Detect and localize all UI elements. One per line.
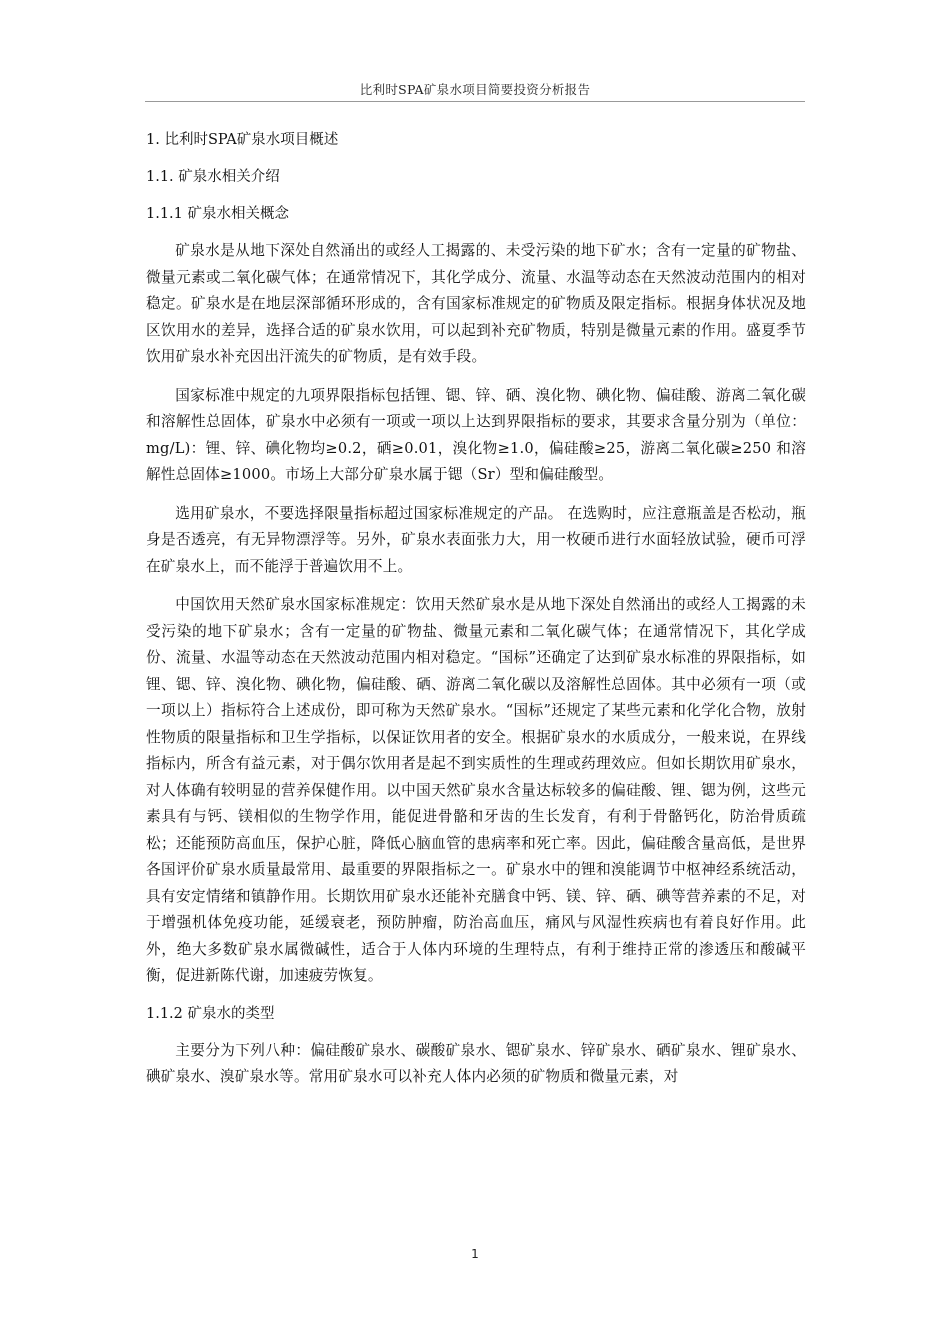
paragraph-selection: 选用矿泉水，不要选择限量指标超过国家标准规定的产品。 在选购时，应注意瓶盖是否松动，瓶身是否透亮，有无异物漂浮等。另外，矿泉水表面张力大，用一枚硬币进行水面轻放试验，硬币可浮在矿泉水上，而不能浮于普遍饮用不上。 (146, 504, 806, 575)
header-divider (145, 101, 805, 102)
page-number: 1 (471, 1247, 479, 1261)
document-body (146, 122, 806, 1103)
paragraph-standards: 国家标准中规定的九项界限指标包括锂、锶、锌、硒、溴化物、碘化物、偏硅酸、游离二氧化碳和溶解性总固体，矿泉水中必须有一项或一项以上达到界限指标的要求，其要求含量分别为（单位：mg/L)：锂、锌、碘化物均≥0.2，硒≥0.01，溴化物≥1.0，偏硅酸≥25，游离二氧化碳≥250 和溶解性总固体≥1000。市场上大部分矿泉水属于锶（Sr）型和偏硅酸型。 (146, 386, 806, 483)
paragraph-types: 主要分为下列八种：偏硅酸矿泉水、碳酸矿泉水、锶矿泉水、锌矿泉水、硒矿泉水、锂矿泉水、碘矿泉水、溴矿泉水等。常用矿泉水可以补充人体内必须的矿物质和微量元素，对 (146, 1041, 806, 1085)
paragraph-national-standard: 中国饮用天然矿泉水国家标准规定：饮用天然矿泉水是从地下深处自然涌出的或经人工揭露的未受污染的地下矿泉水；含有一定量的矿物盐、微量元素和二氧化碳气体；在通常情况下，其化学成份、流量、水温等动态在天然波动范围内相对稳定。“国标”还确定了达到矿泉水标准的界限指标，如锂、锶、锌、溴化物、碘化物，偏硅酸、硒、游离二氧化碳以及溶解性总固体。其中必须有一项（或一项以上）指标符合上述成份，即可称为天然矿泉水。“国标”还规定了某些元素和化学化合物，放射性物质的限量指标和卫生学指标，以保证饮用者的安全。根据矿泉水的水质成分，一般来说，在界线指标内，所含有益元素，对于偶尔饮用者是起不到实质性的生理或药理效应。但如长期饮用矿泉水，对人体确有较明显的营养保健作用。以中国天然矿泉水含量达标较多的偏硅酸、锂、锶为例，这些元素具有与钙、镁相似的生物学作用，能促进骨骼和牙齿的生长发育，有利于骨骼钙化，防治骨质疏松；还能预防高血压，保护心脏，降低心脑血管的患病率和死亡率。因此，偏硅酸含量高低，是世界各国评价矿泉水质量最常用、最重要的界限指标之一。矿泉水中的锂和溴能调节中枢神经系统活动，具有安定情绪和镇静作用。长期饮用矿泉水还能补充膳食中钙、镁、锌、硒、碘等营养素的不足，对于增强机体免疫功能，延缓衰老，预防肿瘤，防治高血压，痛风与风湿性疾病也有着良好作用。此外，绝大多数矿泉水属微碱性，适合于人体内环境的生理特点，有利于维持正常的渗透压和酸碱平衡，促进新陈代谢，加速疲劳恢复。 (146, 596, 806, 984)
section-heading-1-1: 1.1. 矿泉水相关介绍 (146, 169, 280, 185)
section-heading-1: 1. 比利时SPA矿泉水项目概述 (146, 132, 339, 148)
running-header: 比利时SPA矿泉水项目简要投资分析报告 (359, 82, 591, 97)
section-heading-1-1-2: 1.1.2 矿泉水的类型 (146, 1005, 275, 1022)
section-heading-1-1-1: 1.1.1 矿泉水相关概念 (146, 206, 290, 222)
paragraph-definition: 矿泉水是从地下深处自然涌出的或经人工揭露的、未受污染的地下矿水；含有一定量的矿物盐、微量元素或二氧化碳气体；在通常情况下，其化学成分、流量、水温等动态在天然波动范围内的相对稳定。矿泉水是在地层深部循环形成的，含有国家标准规定的矿物质及限定指标。根据身体状况及地区饮用水的差异，选择合适的矿泉水饮用，可以起到补充矿物质，特别是微量元素的作用。盛夏季节饮用矿泉水补充因出汗流失的矿物质，是有效手段。 (146, 242, 806, 365)
